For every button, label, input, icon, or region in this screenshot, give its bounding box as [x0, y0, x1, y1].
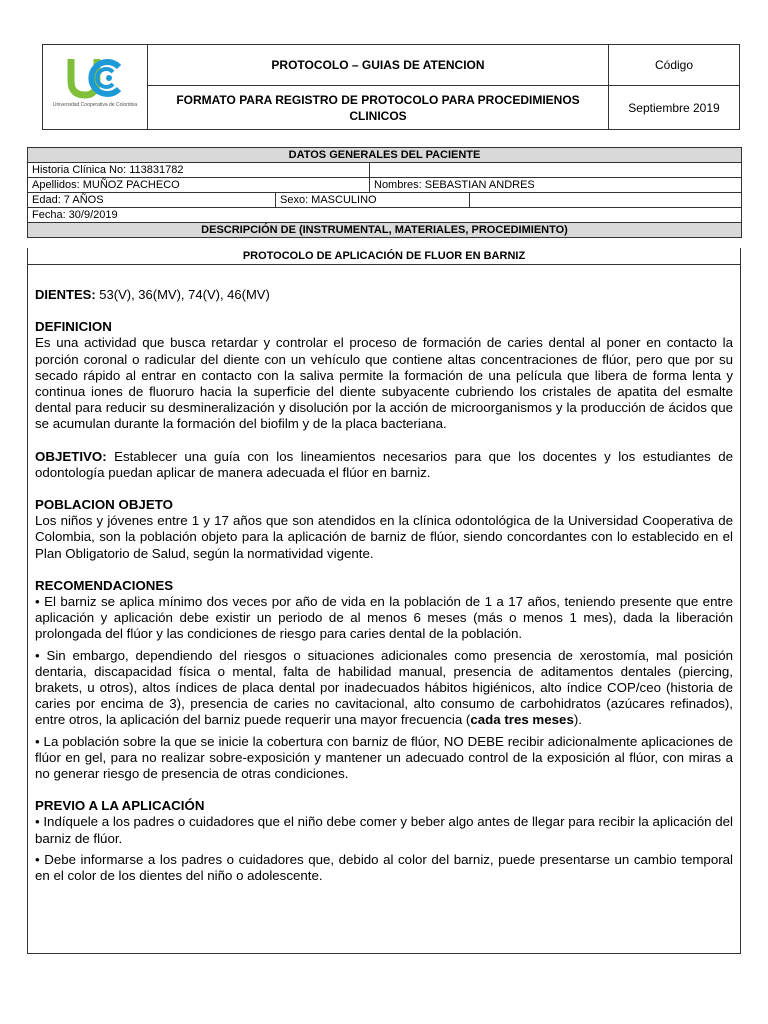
edad: Edad: 7 AÑOS: [28, 193, 276, 208]
protocol-body: [27, 248, 741, 954]
poblacion-text: Los niños y jóvenes entre 1 y 17 años que son atendidos en la clínica odontológica de la Universidad Cooperativa de Colombia, son la población objeto para la aplicación de barniz de flúor, siendo concordantes con lo establecido en el Plan Obligatorio de Salud, según la normatividad vigente.: [35, 513, 733, 561]
empty-cell: [470, 193, 742, 208]
objetivo-paragraph: [35, 449, 733, 481]
recomendacion-1: • El barniz se aplica mínimo dos veces por año de vida en la población de 1 a 17 años, teniendo presente que entre aplicación y aplicación debe existir un periodo de al menos 6 meses (más o menos 1 mes), dada la liberación prolongada del flúor y las condiciones de riesgo para caries dental de la población.: [35, 594, 733, 642]
objetivo-text: Establecer una guía con los lineamientos necesarios para que los docentes y los estudiantes de odontología puedan aplicar de manera adecuada el flúor en barniz.: [35, 448, 733, 480]
previo-title: PREVIO A LA APLICACIÓN: [35, 798, 205, 814]
university-logo-icon: [67, 55, 123, 99]
definicion-text: Es una actividad que busca retardar y controlar el proceso de formación de caries dental al poner en contacto la porción coronal o radicular del diente con un vehículo que contiene altas concentraciones de flúor, pero que por su secado rápido al entrar en contacto con la saliva permite la formación de una película que libera de forma lenta y continua iones de fluoruro hacia la superficie del diente subyacente cubriendo los cristales de apatita del esmalte dental para reducir su desmineralización y disolución por la acción de microorganismos y la producción de ácidos que se acumulan durante la formación del biofilm y de la placa bacteriana.: [35, 335, 733, 432]
recomendacion-3: • La población sobre la que se inicie la cobertura con barniz de flúor, NO DEBE recibir adicionalmente aplicaciones de flúor en gel, para no realizar sobre-exposición y mantener un adecuado control de la exposición al flúor, con miras a no generar riesgo de presencia de otras condiciones.: [35, 733, 733, 782]
definicion-title: DEFINICION: [35, 319, 112, 335]
historia-clinica: Historia Clínica No: 113831782: [28, 163, 370, 178]
recomendacion-2-text: • Sin embargo, dependiendo del riesgos o situaciones adicionales como presencia de xerostomía, mal posición dentaria, discapacidad física o mental, falta de habilidad manual, presencia de aditamentos dentales (piercing, brakets, u otros), altos índices de placa dental por inadecuados hábitos higiénicos, alto índice COP/ceo (historia de caries por encima de 3), presencia de caries no cavitacional, alto consumo de carbohidratos (azúcares refinados), entre otros, la aplicación del barniz puede requerir una mayor frecuencia (: [35, 647, 733, 728]
recomendacion-2-bold: cada tres meses: [470, 712, 574, 728]
document-date: Septiembre 2019: [609, 86, 740, 130]
logo-text: Universidad Cooperativa de Colombia: [52, 102, 138, 108]
nombres: Nombres: SEBASTIAN ANDRES: [370, 178, 742, 193]
dientes-line: [35, 287, 733, 303]
description-section-title: DESCRIPCIÓN DE (INSTRUMENTAL, MATERIALES, PROCEDIMIENTO): [28, 223, 742, 238]
previo-2: • Debe informarse a los padres o cuidadores que, debido al color del barniz, puede presentarse un cambio temporal en el color de los dientes del niño o adolescente.: [35, 851, 733, 884]
apellidos: Apellidos: MUÑOZ PACHECO: [28, 178, 370, 193]
previo-1: • Indíquele a los padres o cuidadores que el niño debe comer y beber algo antes de llegar para recibir la aplicación del barniz de flúor.: [35, 814, 734, 846]
patient-section-title: DATOS GENERALES DEL PACIENTE: [28, 148, 742, 163]
dientes-value: 53(V), 36(MV), 74(V), 46(MV): [99, 287, 270, 302]
dientes-label: DIENTES:: [35, 287, 96, 302]
objetivo-label: OBJETIVO:: [35, 448, 107, 464]
recomendacion-2-end: ).: [573, 712, 582, 728]
recomendacion-2: [35, 648, 733, 729]
patient-data-table: [27, 147, 742, 238]
document-title: PROTOCOLO – GUIAS DE ATENCION: [148, 45, 609, 86]
recomendaciones-title: RECOMENDACIONES: [35, 577, 174, 593]
document-subtitle: FORMATO PARA REGISTRO DE PROTOCOLO PARA PROCEDIMIENOS CLINICOS: [148, 86, 609, 130]
code-label: Código: [609, 45, 740, 86]
protocol-subtitle: PROTOCOLO DE APLICACIÓN DE FLUOR EN BARNIZ: [28, 248, 740, 265]
document-header: [42, 44, 740, 130]
logo-cell: [43, 45, 148, 130]
sexo: Sexo: MASCULINO: [276, 193, 470, 208]
poblacion-title: POBLACION OBJETO: [35, 497, 173, 513]
fecha: Fecha: 30/9/2019: [28, 208, 742, 223]
empty-cell: [370, 163, 742, 178]
